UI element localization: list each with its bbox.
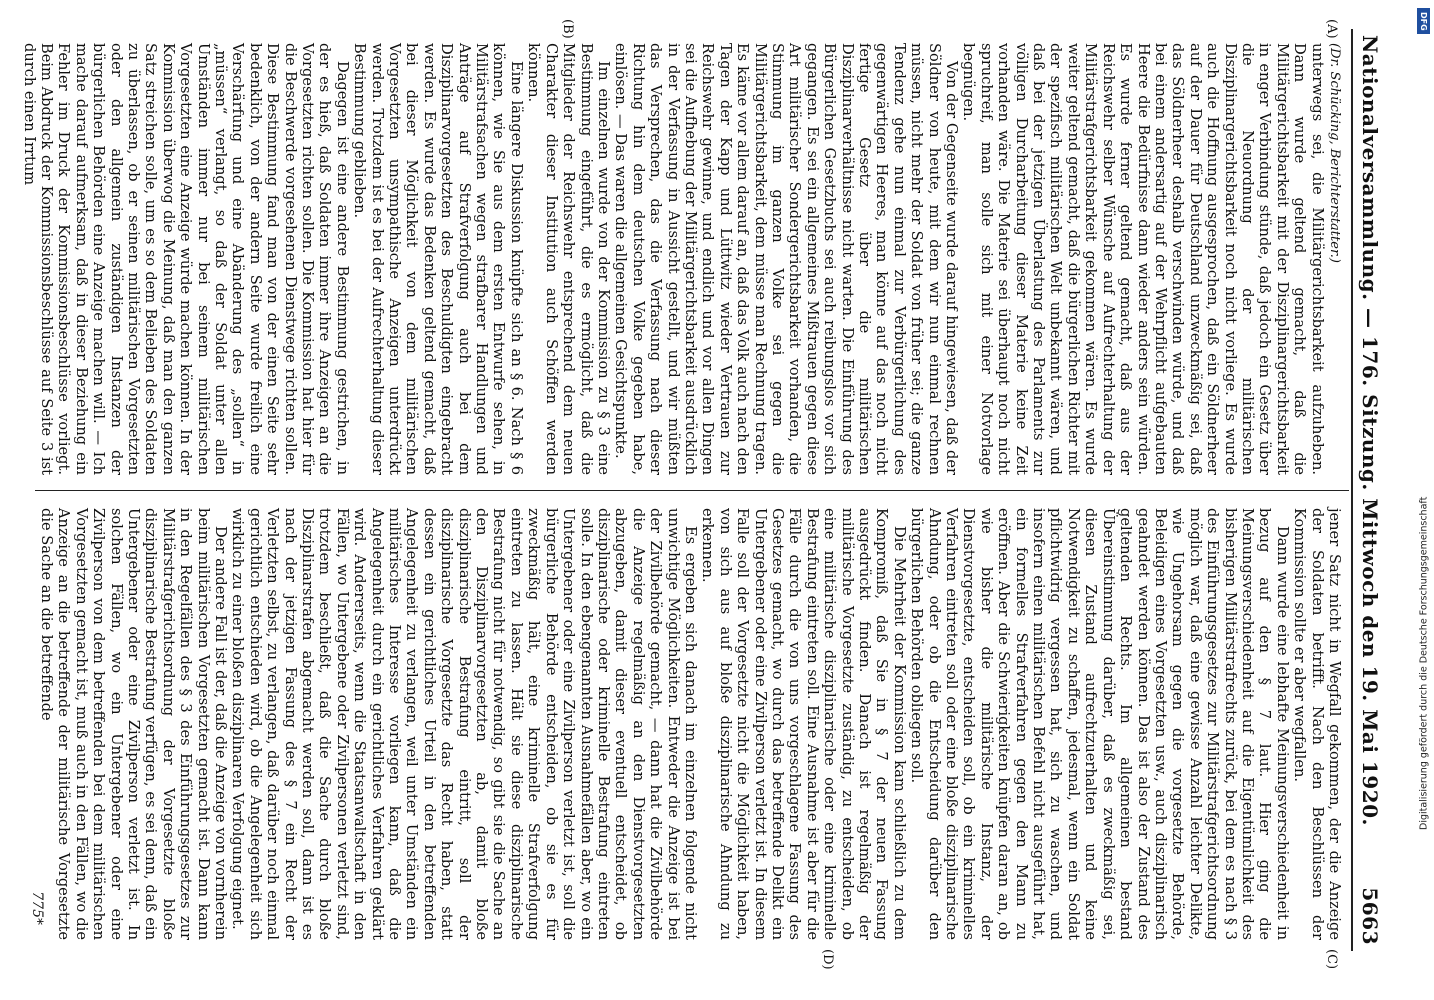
header-rule [1351,29,1353,951]
page-number: 5663 [1358,887,1382,945]
margin-marker-a: (A) [1324,19,1339,39]
margin-marker-b: (B) [560,19,575,39]
margin-marker-c: (C) [1324,949,1339,970]
footer-mark: 775* [29,891,45,925]
page-header [1350,35,1390,945]
credit-text: Digitalisierung gefördert durch die Deutsche Forschungsgemeinschaft [1418,496,1430,830]
digitization-credit [1418,130,1430,830]
paragraph: Eine längere Diskussion knüpfte sich an § 6. Nach § 6 können, wie Sie aus dem ersten Entwurfe sehen, in Militärstrafsachen wegen strafbarer Handlungen und Anträge auf Strafverfolgung auch bei dem Disziplinarvorgesetzten des Beschuldigten eingebracht werden. Es wurde das Bedenken geltend gemacht, daß bei dieser Möglichkeit von dem militärischen Vorgesetzten unsympathische Anzeigen unterdrückt werden. Trotzdem ist es bei der Aufrechterhaltung dieser Bestimmung geblieben. [351,43,525,475]
paragraph: Von der Gegenseite wurde darauf hingewiesen, daß der Söldner von heute, mit dem wir nun einmal rechnen müssen, nicht mehr der Soldat von früher sei; die ganze Tendenz gehe nun einmal zur Verbürgerlichung des gegenwärtigen Heeres, man könne auf das noch nicht fertige Gesetz über die militärischen Disziplinarverhältnisse nicht warten. Die Einführung des Bürgerlichen Gesetzbuchs sei auch reibungslos vor sich gegangen. Es sei ein allgemeines Mißtrauen gegen diese Art militärischer Sondergerichtsbarkeit vorhanden, die Stimmung im ganzen Volke sei gegen die Militärgerichtsbarkeit, dem müsse man Rechnung tragen. Es käme vor allem darauf an, daß das Volk auch nach den Tagen der Kapp und Lüttwitz wieder Vertrauen zur Reichswehr gewinne, und endlich und vor allen Dingen sei die Aufhebung der Militärgerichtsbarkeit ausdrücklich in der Verfassung in Aussicht gestellt, und wir müßten das Versprechen, das die Verfassung nach dieser Richtung hin dem deutschen Volke gegeben habe, einlösen. — Das waren die allgemeinen Gesichtspunkte. [612,43,961,475]
paragraph: Dann wurde eine lebhafte Meinungsverschiedenheit in bezug auf den § 7 laut. Hier ging die Meinungsverschiedenheit auf die Eigentümlichkeit des bisherigen Militärstrafrechts zurück, bei dem es nach § 3 des Einführungsgesetzes zur Militärstrafgerichtsordnung möglich war, daß eine gewisse Anzahl leichter Delikte, wie Ungehorsam gegen die vorgesetzte Behörde, Beleidigen eines Vorgesetzten usw., auch disziplinarisch geahndet werden können. Das ist also der Zustand des geltenden Rechts. Im allgemeinen bestand Übereinstimmung darüber, daß es zweckmäßig sei, diesen Zustand aufrechtzuerhalten und keine Notwendigkeit zu schaffen, jedesmal, wenn ein Soldat pflichtwidrig vergessen hat, sich zu waschen, und insofern einen militärischen Befehl nicht ausgeführt hat, ein formelles Strafverfahren gegen den Mann zu eröffnen. Aber die Schwierigkeiten knüpfen daran an, ob wie bisher die militärische Instanz, der Dienstvorgesetzte, entscheiden soll, ob ein kriminelles Verfahren eintreten soll oder eine bloße disziplinarische Ahndung, oder ob die Entscheidung darüber den bürgerlichen Behörden obliegen soll. [908,508,1291,940]
paragraph: unterwegs sei, die Militärgerichtsbarkeit aufzuheben. Dann wurde geltend gemacht, daß die Militärgerichtsbarkeit mit der Disziplinargerichtsbarkeit in enger Verbindung stünde, daß jedoch ein Gesetz über die Neuordnung der militärischen Disziplinargerichtsbarkeit noch nicht vorliege. Es wurde auch die Hoffnung ausgesprochen, daß ein Söldnerheer auf der Dauer für Deutschland unzweckmäßig sei, daß das Söldnerheer deshalb verschwinden würde, und daß bei einem andersartig auf der Wehrpflicht aufgebauten Heere die Bedürfnisse dann wieder anders sein würden. Es wurde ferner geltend gemacht, daß aus der Reichswehr selber Wünsche auf Aufrechterhaltung der Militärstrafgerichtsbarkeit gekommen wären. Es wurde weiter geltend gemacht, daß die bürgerlichen Richter mit der spezifisch militärischen Welt unbekannt wären, und daß bei der jetzigen Überlastung des Parlaments zur völligen Durcharbeitung dieser Materie keine Zeit vorhanden wäre. Die Materie sei überhaupt noch nicht spruchreif, man solle sich mit einer Notvorlage begnügen. [960,43,1326,475]
rotated-document-page [20,15,1395,970]
paragraph: Im einzelnen wurde von der Kommission zu § 3 eine Bestimmung eingeführt, die es ermöglicht, daß die Mitglieder der Reichswehr entsprechend dem neuen Charakter dieser Institution auch Schöffen werden können. [525,43,612,475]
column-divider [35,490,1349,491]
paragraph: Es ergeben sich danach im einzelnen folgende nicht unwichtige Möglichkeiten. Entweder die Anzeige ist bei der Zivilbehörde gemacht, — dann hat die Zivilbehörde die Anzeige regelmäßig an den Dienstvorgesetzten abzugeben, damit dieser eventuell entscheidet, ob disziplinarische oder kriminelle Bestrafung eintreten solle. In den ebengenannten Ausnahmefällen aber, wo ein Untergebener oder eine Zivilperson verletzt ist, soll die bürgerliche Behörde entscheiden, ob sie es für zweckmäßig hält, eine kriminelle Strafverfolgung eintreten zu lassen. Hält sie diese disziplinarische Bestrafung nicht für notwendig, so gibt sie die Sache an den Disziplinarvorgesetzten ab, damit bloße disziplinarische Bestrafung eintritt, soll der disziplinarische Vorgesetzte das Recht haben, statt dessen ein gerichtliches Urteil in den betreffenden Angelegenheit zu verlangen, weil unter Umständen ein militärisches Interesse vorliegen kann, daß die Angelegenheit durch ein gerichtliches Verfahren geklärt wird. Andererseits, wenn die Staatsanwaltschaft in den Fällen, wo Untergebene oder Zivilpersonen verletzt sind, trotzdem beschließt, daß die Sache durch bloße Disziplinarstrafen abgemacht werden soll, dann ist es nach der jetzigen Fassung des § 7 ein Recht der Verletzten selbst, zu verlangen, daß darüber noch einmal gerichtlich entschieden wird, ob die Angelegenheit sich wirklich zu einer bloßen disziplinaren Verfolgung eignet. [229,508,699,940]
speaker-note: (Dr. Schücking, Berichterstatter.) [1327,43,1342,263]
margin-marker-d: (D) [820,949,835,970]
paragraph: Der andere Fall ist der, daß die Anzeige von vornherein beim militärischen Vorgesetzten gemacht ist. Dann kann in den Regelfällen des § 3 des Einführungsgesetzes zur Militärstrafgerichtsordnung der Vorgesetzte bloße disziplinarische Bestrafung verfügen, es sei denn, daß ein Untergebener oder eine Zivilperson verletzt ist. In solchen Fällen, wo ein Untergebener oder eine Zivilperson von dem betreffenden bei dem militärischen Vorgesetzten gemacht ist, muß auch in den Fällen, wo die Anzeige an die betreffende der militärische Vorgesetzte die Sache an die betreffende [37,508,229,940]
left-column [20,43,1343,475]
right-column [35,508,1343,940]
dfg-logo: DFG [1417,8,1430,34]
paragraph: jener Satz nicht in Wegfall gekommen, der die Anzeige der Soldaten betrifft. Nach den Beschlüssen der Kommission sollte er aber wegfallen. [1291,508,1343,940]
paragraph: Dagegen ist eine andere Bestimmung gestrichen, in der es hieß, daß Soldaten immer ihre Anzeigen an die Vorgesetzten richten sollen. Die Kommission hat hier für die Beschwerde vorgesehenen Dienstwege richten sollen. Diese Bestimmung fand man von der einen Seite sehr bedenklich, von der andern Seite wurde freilich eine Verschärfung und eine Abänderung des „sollen“ in „müssen“ verlangt, so daß der Soldat unter allen Umständen immer nur bei seinem militärischen Vorgesetzten eine Anzeige würde machen können. In der Kommission überwog die Meinung, daß man den ganzen Satz streichen solle, um es so dem Belieben des Soldaten zu überlassen, ob er seinen militärischen Vorgesetzten oder den allgemein zuständigen Instanzen der bürgerlichen Behörden eine Anzeige machen will. — Ich mache darauf aufmerksam, daß in dieser Beziehung ein Fehler im Druck der Kommissionsbeschlüsse vorliegt. Beim Abdruck der Kommissionsbeschlüsse auf Seite 3 ist durch einen Irrtum [20,43,351,475]
paragraph: Die Mehrheit der Kommission kam schließlich zu dem Kompromiß, daß Sie in § 7 der neuen Fassung ausgedrückt finden. Danach ist regelmäßig der militärische Vorgesetzte zuständig, zu entscheiden, ob eine militärische disziplinarische oder eine kriminelle Bestrafung eintreten soll. Eine Ausnahme ist aber für die Fälle durch die von uns vorgeschlagene Fassung des Gesetzes gemacht, wo durch das betreffende Delikt ein Untergebener oder eine Zivilperson verletzt ist. In diesem Falle soll der Vorgesetzte nicht die Möglichkeit haben, von sich aus auf bloße disziplinarische Ahndung zu erkennen. [699,508,908,940]
header-title: Nationalversammlung. — 176. Sitzung. Mittwoch den 19. Mai 1920. [1358,35,1382,827]
